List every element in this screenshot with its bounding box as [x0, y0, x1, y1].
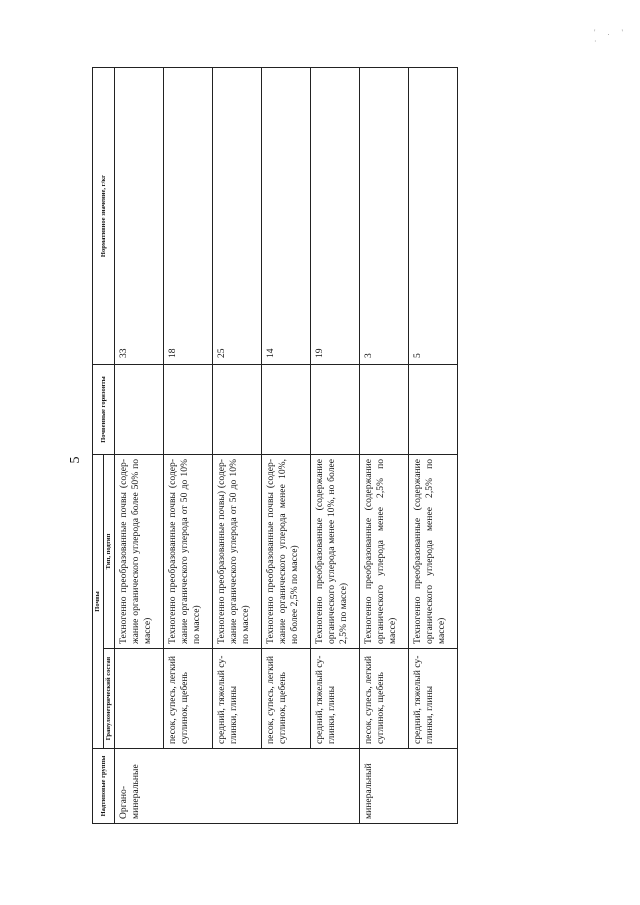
header-soils: Почвы — [93, 454, 104, 748]
header-group: Надтиповые группы — [93, 749, 115, 824]
type-cell: Техногенно преобразованные почвы (содер-жание органического углерода более 50% по массе) — [115, 454, 164, 648]
gran-cell: средний, тяжелый су-глинки, глины — [213, 649, 262, 749]
value-cell: 19 — [311, 67, 360, 364]
margin-scan-marks: ' . ' · — [594, 28, 628, 46]
header-norm: Нормативное значение, г/кг — [93, 67, 115, 364]
value-cell: 5 — [408, 67, 457, 364]
horizons-cell — [164, 364, 213, 454]
gran-cell — [115, 649, 164, 749]
header-granulometric: Гранулометрический состав — [104, 649, 115, 749]
gran-cell: средний, тяжелый су-глинки, глины — [408, 649, 457, 749]
table-row — [115, 67, 164, 823]
value-cell: 14 — [262, 67, 311, 364]
value-cell: 25 — [213, 67, 262, 364]
rotated-table-container — [92, 68, 458, 824]
horizons-cell — [360, 364, 409, 454]
value-cell: 3 — [360, 67, 409, 364]
value-cell: 33 — [115, 67, 164, 364]
table-row — [213, 67, 262, 823]
gran-cell: средний, тяжелый су-глинки, глины — [311, 649, 360, 749]
header-row-1 — [93, 67, 104, 823]
gran-cell: песок, супесь, легкий суглинок, щебень — [164, 649, 213, 749]
type-cell: Техногенно преобразованные (содержание органического углерода менее 2,5% по массе) — [360, 454, 409, 648]
header-type: Тип, подтип — [104, 454, 115, 648]
page-number: 5 — [68, 456, 83, 464]
group-cell-organomineral: Органо-минеральные — [115, 749, 360, 824]
type-cell: Техногенно преобразованные почвы) (содер-жание органического углерода от 50 до 10% по массе) — [213, 454, 262, 648]
group-cell-mineral: минеральный — [360, 749, 458, 824]
table-row — [360, 67, 409, 823]
type-cell: Техногенно преобразованные (содержание органического углерода менее 2,5% по массе) — [408, 454, 457, 648]
soil-norms-table — [92, 67, 458, 824]
horizons-cell — [311, 364, 360, 454]
type-cell: Техногенно преобразованные (содержание органического углерода менее 10%, но более 2,5% по массе) — [311, 454, 360, 648]
horizons-cell — [408, 364, 457, 454]
table-row — [164, 67, 213, 823]
horizons-cell — [262, 364, 311, 454]
gran-cell: песок, супесь, легкий суглинок, щебень — [262, 649, 311, 749]
table-row — [262, 67, 311, 823]
horizons-cell — [115, 364, 164, 454]
table-row — [311, 67, 360, 823]
type-cell: Техногенно преобразованные почвы (содер-жание органического углерода от 50 до 10% по массе) — [164, 454, 213, 648]
header-horizons: Почвенные горизонты — [93, 364, 115, 454]
type-cell: Техногенно преобразованные почвы (содер-жание органического углерода менее 10%, но более 2,5% по массе) — [262, 454, 311, 648]
gran-cell: песок, супесь, легкий суглинок, щебень — [360, 649, 409, 749]
table-row — [408, 67, 457, 823]
value-cell: 18 — [164, 67, 213, 364]
horizons-cell — [213, 364, 262, 454]
